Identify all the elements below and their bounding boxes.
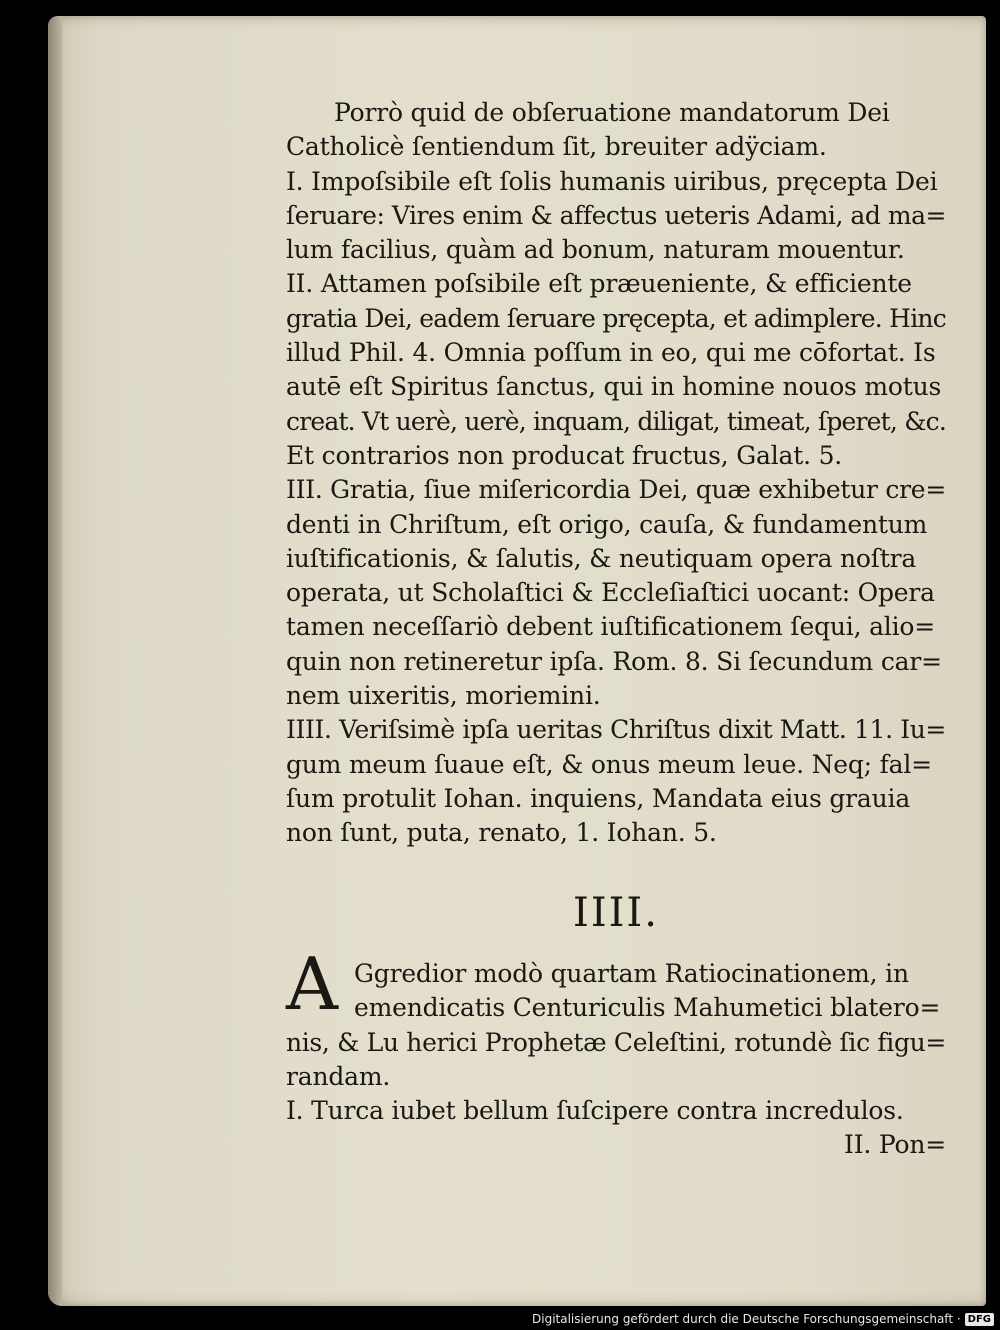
text-line: nis, & Lu herici Prophetæ Celeſtini, rotundè ſic figu= — [286, 1027, 946, 1057]
funding-footer — [532, 1312, 994, 1326]
text-line: Ggredior modò quartam Ratiocinationem, in — [354, 959, 909, 988]
text-line: denti in Chriſtum, eſt origo, cauſa, & fundamentum — [286, 509, 928, 539]
main-text-block — [286, 96, 946, 851]
text-line: gum meum ſuaue eſt, & onus meum leue. Neq; fal= — [286, 749, 932, 779]
text-line: operata, ut Scholaſtici & Eccleſiaſtici uocant: Opera — [286, 578, 935, 608]
text-line: lum facilius, quàm ad bonum, naturam mouentur. — [286, 235, 905, 265]
second-text-block — [286, 958, 946, 1164]
catchword: II. Pon= — [844, 1130, 946, 1160]
text-line: creat. Vt uerè, uerè, inquam, diligat, timeat, ſperet, &c. — [286, 406, 946, 436]
text-line: I. Impoſsibile eſt ſolis humanis uiribus, pręcepta Dei — [286, 166, 938, 196]
section-heading: IIII. — [573, 890, 659, 936]
text-line: ſum protulit Iohan. inquiens, Mandata eius grauia — [286, 783, 911, 813]
footer-text: Digitalisierung gefördert durch die Deutsche Forschungsgemeinschaft · — [532, 1312, 961, 1326]
text-line: quin non retineretur ipſa. Rom. 8. Si ſecundum car= — [286, 646, 942, 676]
text-line: Et contrarios non producat fructus, Galat. 5. — [286, 440, 843, 470]
drop-cap: A — [286, 942, 338, 1026]
text-line: emendicatis Centuriculis Mahumetici blatero= — [354, 993, 941, 1023]
text-line: iuſtificationis, & ſalutis, & neutiquam opera noſtra — [286, 543, 917, 573]
dfg-logo-icon: DFG — [965, 1313, 994, 1326]
text-line: II. Attamen poſsibile eſt præueniente, & efficiente — [286, 269, 912, 299]
text-line: III. Gratia, ſiue miſericordia Dei, quæ exhibetur cre= — [286, 475, 946, 505]
text-line: autē eſt Spiritus ſanctus, qui in homine nouos motus — [286, 372, 942, 402]
text-line: IIII. Veriſsimè ipſa ueritas Chriſtus dixit Matt. 11. Iu= — [286, 715, 946, 745]
text-line: Porrò quid de obſeruatione mandatorum Dei — [334, 98, 890, 127]
text-line: ſeruare: Vires enim & affectus ueteris Adami, ad ma= — [286, 200, 946, 230]
page-gutter-shadow — [48, 16, 62, 1306]
text-line: tamen neceſſariò debent iuſtificationem ſequi, alio= — [286, 612, 935, 642]
text-line: gratia Dei, eadem ſeruare pręcepta, et adimplere. Hinc — [286, 303, 946, 333]
text-line: illud Phil. 4. Omnia poſſum in eo, qui me cōfortat. Is — [286, 338, 936, 368]
text-line: non ſunt, puta, renato, 1. Iohan. 5. — [286, 818, 717, 848]
text-line: randam. — [286, 1061, 391, 1091]
text-line: Catholicè ſentiendum ſit, breuiter adÿciam. — [286, 132, 827, 162]
text-line: nem uixeritis, moriemini. — [286, 681, 601, 711]
text-line: I. Turca iubet bellum ſuſcipere contra incredulos. — [286, 1096, 904, 1126]
